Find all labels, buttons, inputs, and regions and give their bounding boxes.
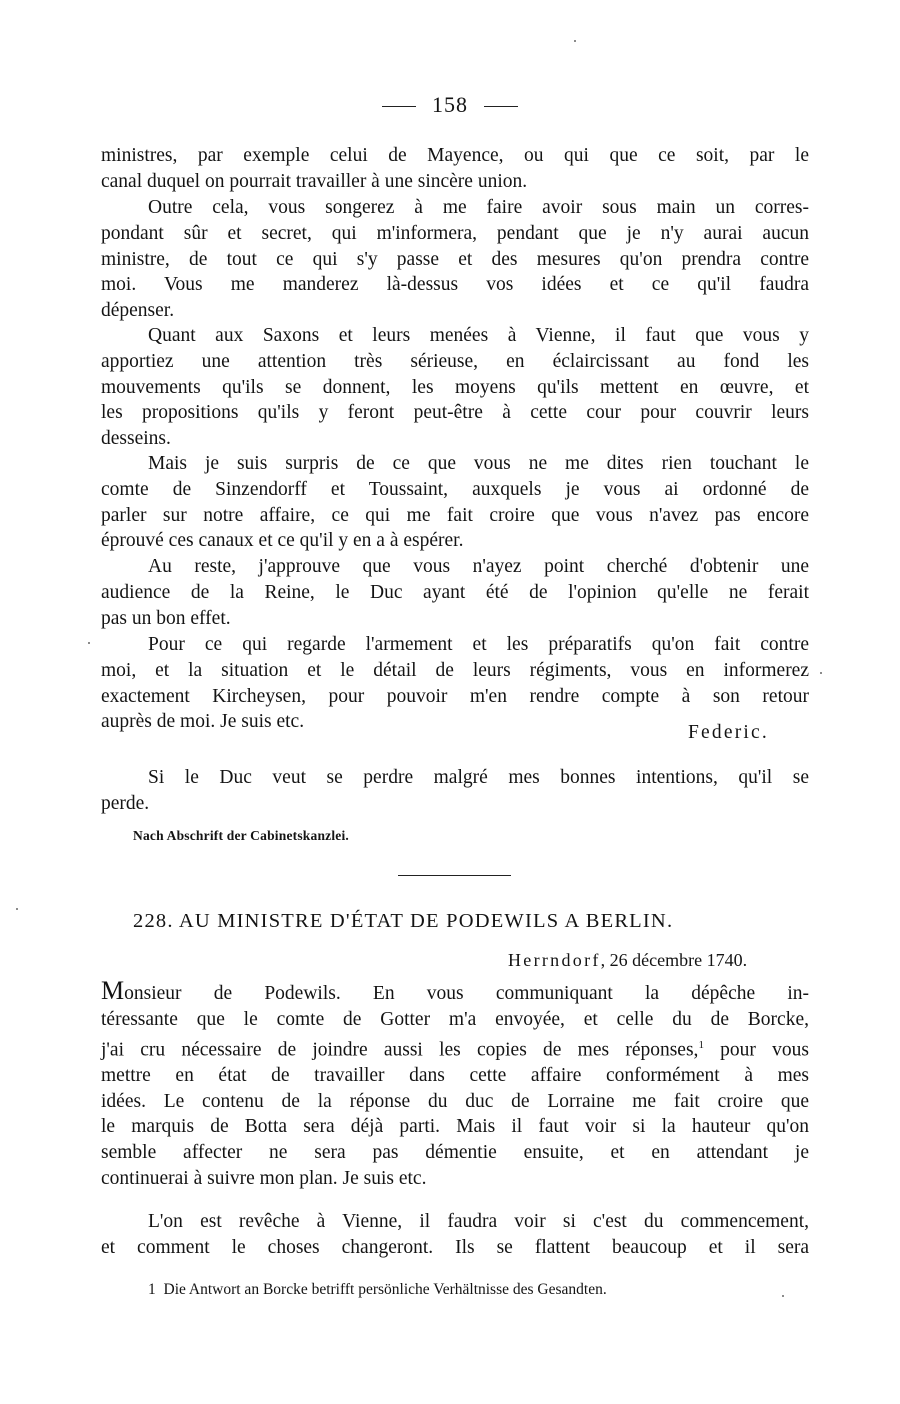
text-line: L'on est revêche à Vienne, il faudra voir si c'est du commencement, — [148, 1211, 809, 1232]
text-line: les propositions qu'ils y feront peut-être à cette cour pour couvrir leurs — [101, 402, 809, 424]
print-speck — [16, 908, 18, 910]
text-line: pas un bon effet. — [101, 607, 231, 629]
section-divider — [398, 875, 511, 876]
text-line: continuerai à suivre mon plan. Je suis etc. — [101, 1168, 427, 1190]
paragraph-4 — [101, 451, 809, 554]
text-line: téressante que le comte de Gotter m'a envoyée, et celle du de Borcke, — [101, 1008, 809, 1030]
text-line: et comment le choses changeront. Ils se flattent beaucoup et il sera — [101, 1236, 809, 1258]
paragraph-2 — [101, 195, 809, 324]
text-line: exactement Kircheysen, pour pouvoir m'en rendre compte à son retour — [101, 685, 809, 707]
text-line: ministres, par exemple celui de Mayence, ou qui que ce soit, par le — [101, 145, 809, 166]
text-line: dépenser. — [101, 300, 175, 322]
print-speck — [782, 1295, 784, 1297]
letter-228-body — [101, 978, 809, 1192]
text-line: Si le Duc veut se perdre malgré mes bonnes intentions, qu'il se — [148, 767, 809, 788]
text-line: Au reste, j'approuve que vous n'ayez point cherché d'obtenir une — [148, 556, 809, 577]
text-line: comte de Sinzendorff et Toussaint, auxquels je vous ai ordonné de — [101, 478, 809, 500]
text-line: Pour ce qui regarde l'armement et les préparatifs qu'on fait contre — [148, 634, 809, 655]
print-speck — [820, 672, 822, 674]
header-dash-right — [484, 106, 518, 107]
page-number: 158 — [432, 92, 468, 117]
text-line: le marquis de Botta sera déjà parti. Mais il faut voir si la hauteur qu'on — [101, 1116, 809, 1138]
signature: Federic. — [688, 722, 769, 743]
paragraph-3 — [101, 323, 809, 452]
paragraph-6 — [101, 632, 809, 735]
dateline-place: Herrndorf — [508, 950, 601, 970]
postscript-228 — [101, 1209, 809, 1261]
text-line: Outre cela, vous songerez à me faire avoir sous main un corres- — [148, 197, 809, 218]
text-line: apportiez une attention très sérieuse, en éclaircissant au fond les — [101, 350, 809, 372]
letter-heading: 228. AU MINISTRE D'ÉTAT DE PODEWILS A BERLIN. — [133, 910, 674, 932]
dateline — [508, 950, 747, 971]
dateline-date: , 26 décembre 1740. — [600, 950, 748, 970]
text-line: ministre, de tout ce qui s'y passe et des mesures qu'on prendra contre — [101, 248, 809, 270]
text-line: idées. Le contenu de la réponse du duc de Lorraine me fait croire que — [101, 1090, 809, 1112]
page-header — [0, 92, 900, 118]
paragraph-1 — [101, 143, 809, 195]
footnote — [148, 1281, 607, 1299]
paragraph-5 — [101, 554, 809, 631]
text-line: parler sur notre affaire, ce qui me fait croire que vous n'avez pas encore — [101, 504, 809, 526]
text-line: moi, et la situation et le détail de leurs régiments, vous en informerez — [101, 659, 809, 681]
text-line: mettre en état de travailler dans cette affaire conformément à mes — [101, 1064, 809, 1086]
text-line: perde. — [101, 792, 150, 814]
text-line: auprès de moi. Je suis etc. — [101, 711, 305, 733]
print-speck — [88, 642, 90, 644]
postscript-227 — [101, 765, 809, 817]
header-dash-left — [382, 106, 416, 107]
text-line: audience de la Reine, le Duc ayant été de l'opinion qu'elle ne ferait — [101, 581, 809, 603]
text-line — [101, 1033, 809, 1063]
text-segment: pour vous — [703, 1039, 809, 1061]
text-segment: onsieur de Podewils. En vous communiquant la dépêche in- — [124, 983, 809, 1004]
text-line — [101, 978, 809, 1007]
print-speck — [574, 40, 576, 42]
text-line: Quant aux Saxons et leurs menées à Vienne, il faut que vous y — [148, 325, 809, 346]
footnote-text: Die Antwort an Borcke betrifft persönliche Verhältnisse des Gesandten. — [163, 1281, 607, 1298]
source-note: Nach Abschrift der Cabinetskanzlei. — [133, 828, 350, 843]
text-line: mouvements qu'ils se donnent, les moyens qu'ils mettent en œuvre, et — [101, 376, 809, 398]
text-line: Mais je suis surpris de ce que vous ne me dites rien touchant le — [148, 453, 809, 474]
text-line: canal duquel on pourrait travailler à une sincère union. — [101, 170, 528, 192]
initial-letter: M — [101, 976, 125, 1005]
text-line: éprouvé ces canaux et ce qu'il y en a à espérer. — [101, 530, 464, 552]
footnote-number: 1 — [148, 1281, 156, 1298]
text-line: semble affecter ne sera pas démentie ensuite, et en attendant je — [101, 1142, 809, 1164]
text-line: desseins. — [101, 428, 171, 450]
text-line: moi. Vous me manderez là-dessus vos idées et ce qu'il faudra — [101, 274, 809, 296]
text-segment: j'ai cru nécessaire de joindre aussi les copies de mes réponses, — [101, 1039, 699, 1061]
text-line: pondant sûr et secret, qui m'informera, pendant que je n'y aurai aucun — [101, 222, 809, 244]
footnote-marker: 1 — [698, 1038, 704, 1051]
